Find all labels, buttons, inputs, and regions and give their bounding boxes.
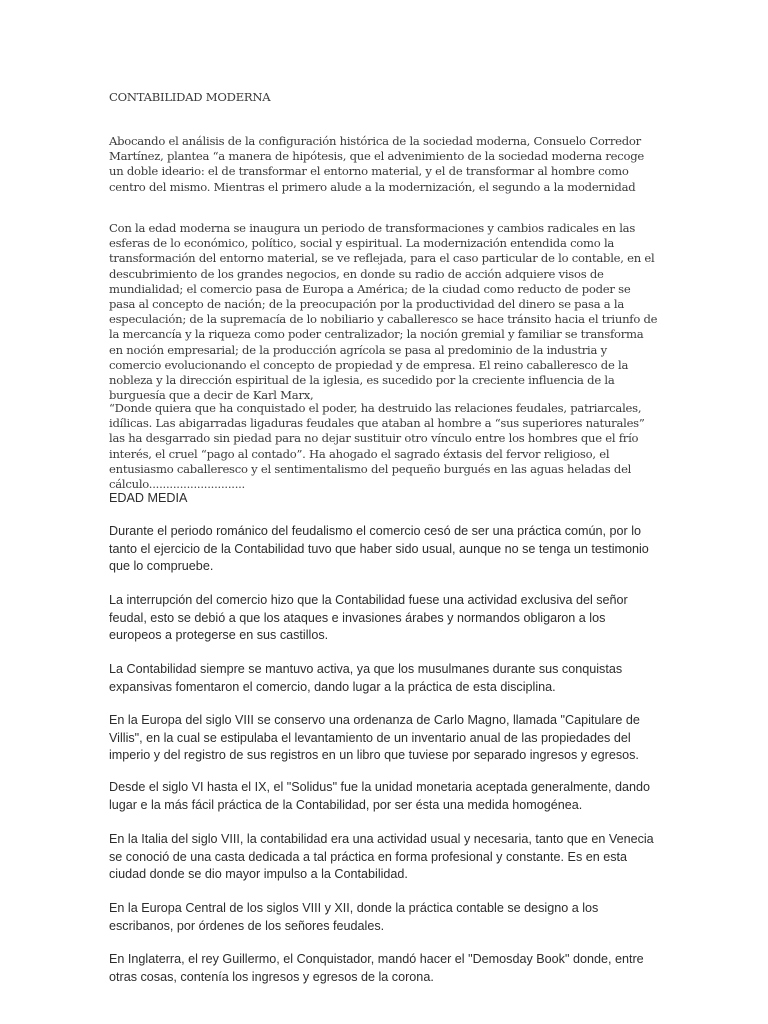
section-paragraph: Desde el siglo VI hasta el IX, el "Solidus" fue la unidad monetaria aceptada generalmente, dando lugar e la más fácil práctica de la Contabilidad, por ser ésta una medida homogénea. — [109, 780, 651, 812]
section-paragraph: En la Europa Central de los siglos VIII y XII, donde la práctica contable se designo a los escribanos, por órdenes de los señores feudales. — [109, 901, 599, 933]
section-paragraph: En la Europa del siglo VIII se conservo una ordenanza de Carlo Magno, llamada "Capitulare de Villis", en la cual se estipulaba el levantamiento de un inventario anual de las propiedades del imperio y del registro de sus registros en un libro que tuviese por separado ingresos y egresos. — [109, 713, 640, 763]
intro-paragraph: Abocando el análisis de la configuración histórica de la sociedad moderna, Consuelo Corredor Martínez, plantea “a manera de hipótesis, que el advenimiento de la sociedad moderna recoge un doble ideario: el de transformar el entorno material, y el de transformar al hombre como centro del mismo. Mientras el primero alude a la modernización, el segundo a la modernidad — [109, 134, 645, 194]
intro-paragraph: Con la edad moderna se inaugura un periodo de transformaciones y cambios radicales en las esferas de lo económico, político, social y espiritual. La modernización entendida como la transformación del entorno material, se ve reflejada, para el caso particular de lo contable, en el descubrimiento de los grandes negocios, en donde su radio de acción adquiere visos de mundialidad; el comercio pasa de Europa a América; de la ciudad como reducto de poder se pasa al concepto de nación; de la preocupación por la productividad del dinero se pasa a la especulación; de la supremacía de lo nobiliario y caballeresco se hace tránsito hacia el triunfo de la mercancía y la riqueza como poder centralizador; la noción gremial y familiar se transforma en noción empresarial; de la producción agrícola se pasa al predominio de la industria y comercio evolucionando el concepto de propiedad y de empresa. El reino caballeresco de la nobleza y la dirección espiritual de la iglesia, es sucedido por la creciente influencia de la burguesía que a decir de Karl Marx, — [109, 221, 658, 403]
section-paragraph: La Contabilidad siempre se mantuvo activa, ya que los musulmanes durante sus conquistas expansivas fomentaron el comercio, dando lugar a la práctica de esta disciplina. — [109, 662, 623, 694]
section-paragraph: En Inglaterra, el rey Guillermo, el Conquistador, mandó hacer el "Demosday Book" donde, entre otras cosas, contenía los ingresos y egresos de la corona. — [109, 952, 644, 984]
section-paragraph: En la Italia del siglo VIII, la contabilidad era una actividad usual y necesaria, tanto que en Venecia se conoció de una casta dedicada a tal práctica en forma profesional y constante. Es en esta ciudad donde se dio mayor impulso a la Contabilidad. — [109, 832, 654, 882]
quote-paragraph: “Donde quiera que ha conquistado el poder, ha destruido las relaciones feudales, patriarcales, idílicas. Las abigarradas ligaduras feudales que ataban al hombre a “sus superiores naturales” las ha desgarrado sin piedad para no dejar sustituir otro vínculo entre los hombres que el frío interés, el cruel “pago al contado”. Ha ahogado el sagrado éxtasis del fervor religioso, el entusiasmo caballeresco y el sentimentalismo del pequeño burgués en las aguas heladas del cálculo............................ — [109, 401, 645, 492]
document-title: CONTABILIDAD MODERNA — [109, 90, 271, 104]
section-paragraph: Durante el periodo románico del feudalismo el comercio cesó de ser una práctica común, por lo tanto el ejercicio de la Contabilidad tuvo que haber sido usual, aunque no se tenga un testimonio que lo compruebe. — [109, 524, 649, 574]
section-paragraph: La interrupción del comercio hizo que la Contabilidad fuese una actividad exclusiva del señor feudal, esto se debió a que los ataques e invasiones árabes y normandos obligaron a los europeos a protegerse en sus castillos. — [109, 593, 628, 643]
section-heading: EDAD MEDIA — [109, 491, 188, 505]
